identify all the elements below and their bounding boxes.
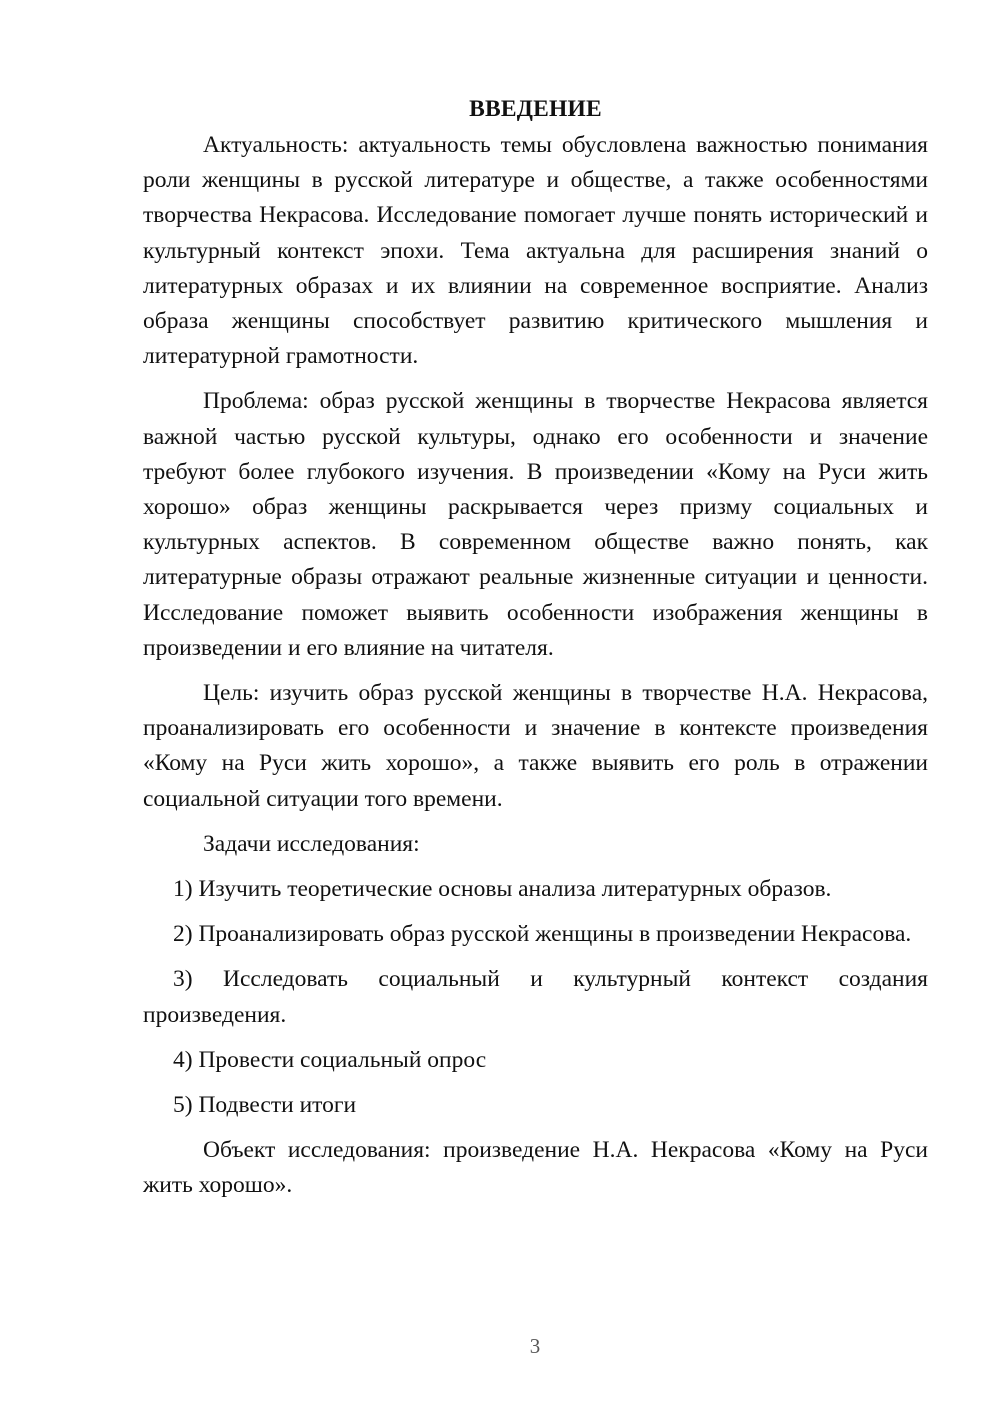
page-content [143, 92, 928, 1204]
task-item-5: 5) Подвести итоги [173, 1092, 357, 1119]
paragraph-problem: Проблема: образ русской женщины в творчестве Некрасова является важной частью русской культуры, однако его особенности и значение требуют более глубокого изучения. В произведении «Кому на Руси жить хорошо» образ женщины раскрывается через призму социальных и культурных аспектов. В современном обществе важно понять, как литературные образы отражают реальные жизненные ситуации и ценности. Исследование поможет выявить особенности изображения женщины в произведении и его влияние на читателя. [143, 388, 928, 661]
task-item-1: 1) Изучить теоретические основы анализа литературных образов. [173, 876, 832, 903]
page-number: 3 [529, 1334, 541, 1358]
task-item-2: 2) Проанализировать образ русской женщины в произведении Некрасова. [173, 921, 912, 948]
paragraph-goal: Цель: изучить образ русской женщины в творчестве Н.А. Некрасова, проанализировать его особенности и значение в контексте произведения «Кому на Руси жить хорошо», а также выявить его роль в отражении социальной ситуации того времени. [143, 680, 928, 812]
paragraph-relevance: Актуальность: актуальность темы обусловлена важностью понимания роли женщины в русской литературе и обществе, а также особенностями творчества Некрасова. Исследование помогает лучше понять исторический и культурный контекст эпохи. Тема актуальна для расширения знаний о литературных образах и их влиянии на современное восприятие. Анализ образа женщины способствует развитию критического мышления и литературной грамотности. [143, 132, 928, 370]
paragraph-object: Объект исследования: произведение Н.А. Некрасова «Кому на Руси жить хорошо». [143, 1137, 928, 1199]
tasks-heading: Задачи исследования: [203, 830, 420, 857]
task-item-4: 4) Провести социальный опрос [173, 1046, 487, 1073]
task-item-3: 3) Исследовать социальный и культурный контекст создания произведения. [143, 966, 928, 1028]
section-title: ВВЕДЕНИЕ [469, 96, 602, 122]
